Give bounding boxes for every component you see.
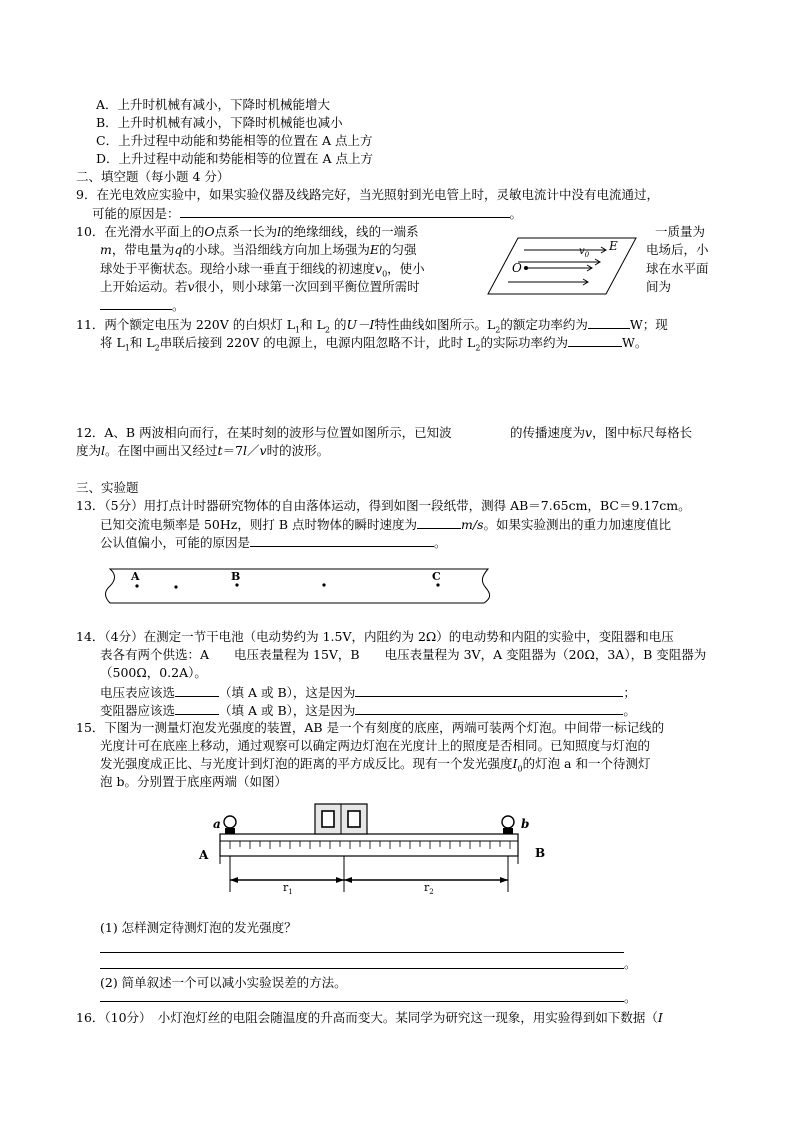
section-heading-fill: 二、填空题（每小题 4 分） [76, 169, 230, 184]
option-b: B．上升时机械有减小，下降时机械能也减小 [96, 115, 343, 130]
fig-label-o: O [512, 261, 522, 275]
q14-line5: 变阻器应该选 （填 A 或 B），这是因为 。 [100, 703, 636, 718]
q11-line2: 将 $L_1$和 $L_2$串联后接到 220V 的电源上，电源内阻忽略不计，此时 $L_2$的实际功率约为 W。 [100, 335, 648, 353]
q14-line4: 电压表应该选 （填 A 或 B），这是因为 ； [100, 685, 636, 700]
q9-line1: 9．在光电效应实验中，如果实验仪器及线路完好，当光照射到光电管上时，灵敏电流计中没有电流通过， [76, 187, 659, 202]
answer-line[interactable] [100, 968, 624, 969]
q15-line4: 泡 b。分别置于底座两端（如图） [100, 774, 287, 789]
answer-blank[interactable] [355, 684, 623, 697]
fig-label-end-b: B [535, 846, 546, 860]
q12-line1-right: 的传播速度为v，图中标尺每格长 [510, 425, 693, 440]
answer-blank[interactable] [180, 205, 510, 218]
fig-label-lamp-a: a [213, 817, 221, 831]
answer-line[interactable] [100, 1001, 624, 1002]
sentence-end: 。 [624, 956, 637, 971]
q14-line3: （500Ω，0.2A）。 [100, 665, 207, 680]
q10-line5: 。 [100, 297, 185, 314]
fig-label-e: E [609, 239, 618, 253]
q15-sub2: (2) 简单叙述一个可以减小实验误差的方法。 [100, 975, 347, 990]
q10-line3: 球处于平衡状态。现给小球一垂直于细线的初速度$v_0$，使小 [100, 261, 425, 279]
q14-line1: 14．（4分）在测定一节干电池（电动势约为 1.5V，内阻约为 2Ω）的电动势和内阻的实验中，变阻器和电压 [76, 629, 674, 644]
q15-sub1: (1) 怎样测定待测灯泡的发光强度？ [100, 920, 297, 935]
answer-blank[interactable] [588, 316, 630, 329]
answer-blank[interactable] [175, 684, 219, 697]
fig-label-end-a: A [199, 848, 209, 862]
q10-line4-right: 间为 [646, 279, 672, 294]
option-d: D．上升过程中动能和势能相等的位置在 A 点上方 [96, 151, 373, 166]
option-c: C．上升过程中动能和势能相等的位置在 A 点上方 [96, 133, 373, 148]
q13-line1: 13．（5分）用打点计时器研究物体的自由落体运动，得到如图一段纸带，测得 AB＝7.65cm，BC＝9.17cm。 [76, 498, 691, 513]
fig-label-lamp-b: b [521, 817, 530, 831]
q15-line3: 发光强度成正比、与光度计到灯泡的距离的平方成反比。现有一个发光强度$I_0$的灯泡 a 和一个待测灯 [100, 756, 651, 774]
fig-label-v0: $v_0$ [579, 246, 590, 259]
q10-line2: m，带电量为q的小球。当沿细线方向加上场强为E的匀强 [100, 242, 417, 257]
q11-line1: 11．两个额定电压为 220V 的白炽灯 $L_1$和 $L_2$ 的U－I特性曲线如图所示。$L_2$的额定功率约为 W；现 [76, 317, 668, 335]
q10-line4: 上开始运动。若v很小，则小球第一次回到平衡位置所需时 [100, 279, 420, 294]
q16-line1: 16．（10分） 小灯泡灯丝的电阻会随温度的升高而变大。某同学为研究这一现象，用实验得到如下数据（I [76, 1010, 663, 1025]
q9-line2: 可能的原因是： 。 [92, 206, 523, 221]
q15-line1: 15．下图为一测量灯泡发光强度的装置，AB 是一个有刻度的底座，两端可装两个灯泡。中间带一标记线的 [76, 720, 665, 735]
tape-label-a: A [131, 570, 140, 583]
answer-blank[interactable] [175, 702, 219, 715]
q13-line2: 已知交流电频率是 50Hz，则打 B 点时物体的瞬时速度为 m/s。如果实验测出的重力加速度值比 [100, 517, 671, 532]
sentence-end: 。 [624, 990, 637, 1005]
q10-line2-right: 电场后，小 [646, 242, 709, 257]
q12-line1: 12．A、B 两波相向而行，在某时刻的波形与位置如图所示，已知波 [76, 425, 452, 440]
answer-blank[interactable] [100, 297, 172, 310]
fig-label-r1: $r_1$ [283, 881, 293, 897]
q10-line1-right: 一质量为 [655, 224, 706, 239]
q10-line1: 10．在光滑水平面上的O点系一长为l的绝缘细线，线的一端系 [76, 224, 419, 239]
q13-line3: 公认值偏小，可能的原因是 。 [100, 535, 447, 550]
answer-blank[interactable] [355, 702, 623, 715]
section-heading-experiment: 三、实验题 [76, 480, 139, 495]
answer-blank[interactable] [417, 516, 461, 529]
answer-blank[interactable] [568, 334, 622, 347]
q10-line3-right: 球在水平面 [646, 261, 709, 276]
tape-label-b: B [231, 570, 241, 583]
tape-label-c: C [432, 570, 441, 583]
q15-line2: 光度计可在底座上移动，通过观察可以确定两边灯泡在光度计上的照度是否相同。已知照度与灯泡的 [100, 738, 651, 753]
answer-blank[interactable] [250, 534, 434, 547]
q14-line2: 表各有两个供选：A 电压表量程为 15V，B 电压表量程为 3V，A 变阻器为（20Ω，3A），B 变阻器为 [100, 647, 707, 662]
answer-line[interactable] [100, 952, 624, 953]
photometer-figure [196, 800, 546, 900]
q12-line2: 度为l。在图中画出又经过t＝7l／v时的波形。 [76, 443, 330, 458]
fig-label-r2: $r_2$ [424, 881, 434, 897]
option-a: A．上升时机械有减小，下降时机械能增大 [96, 97, 331, 112]
